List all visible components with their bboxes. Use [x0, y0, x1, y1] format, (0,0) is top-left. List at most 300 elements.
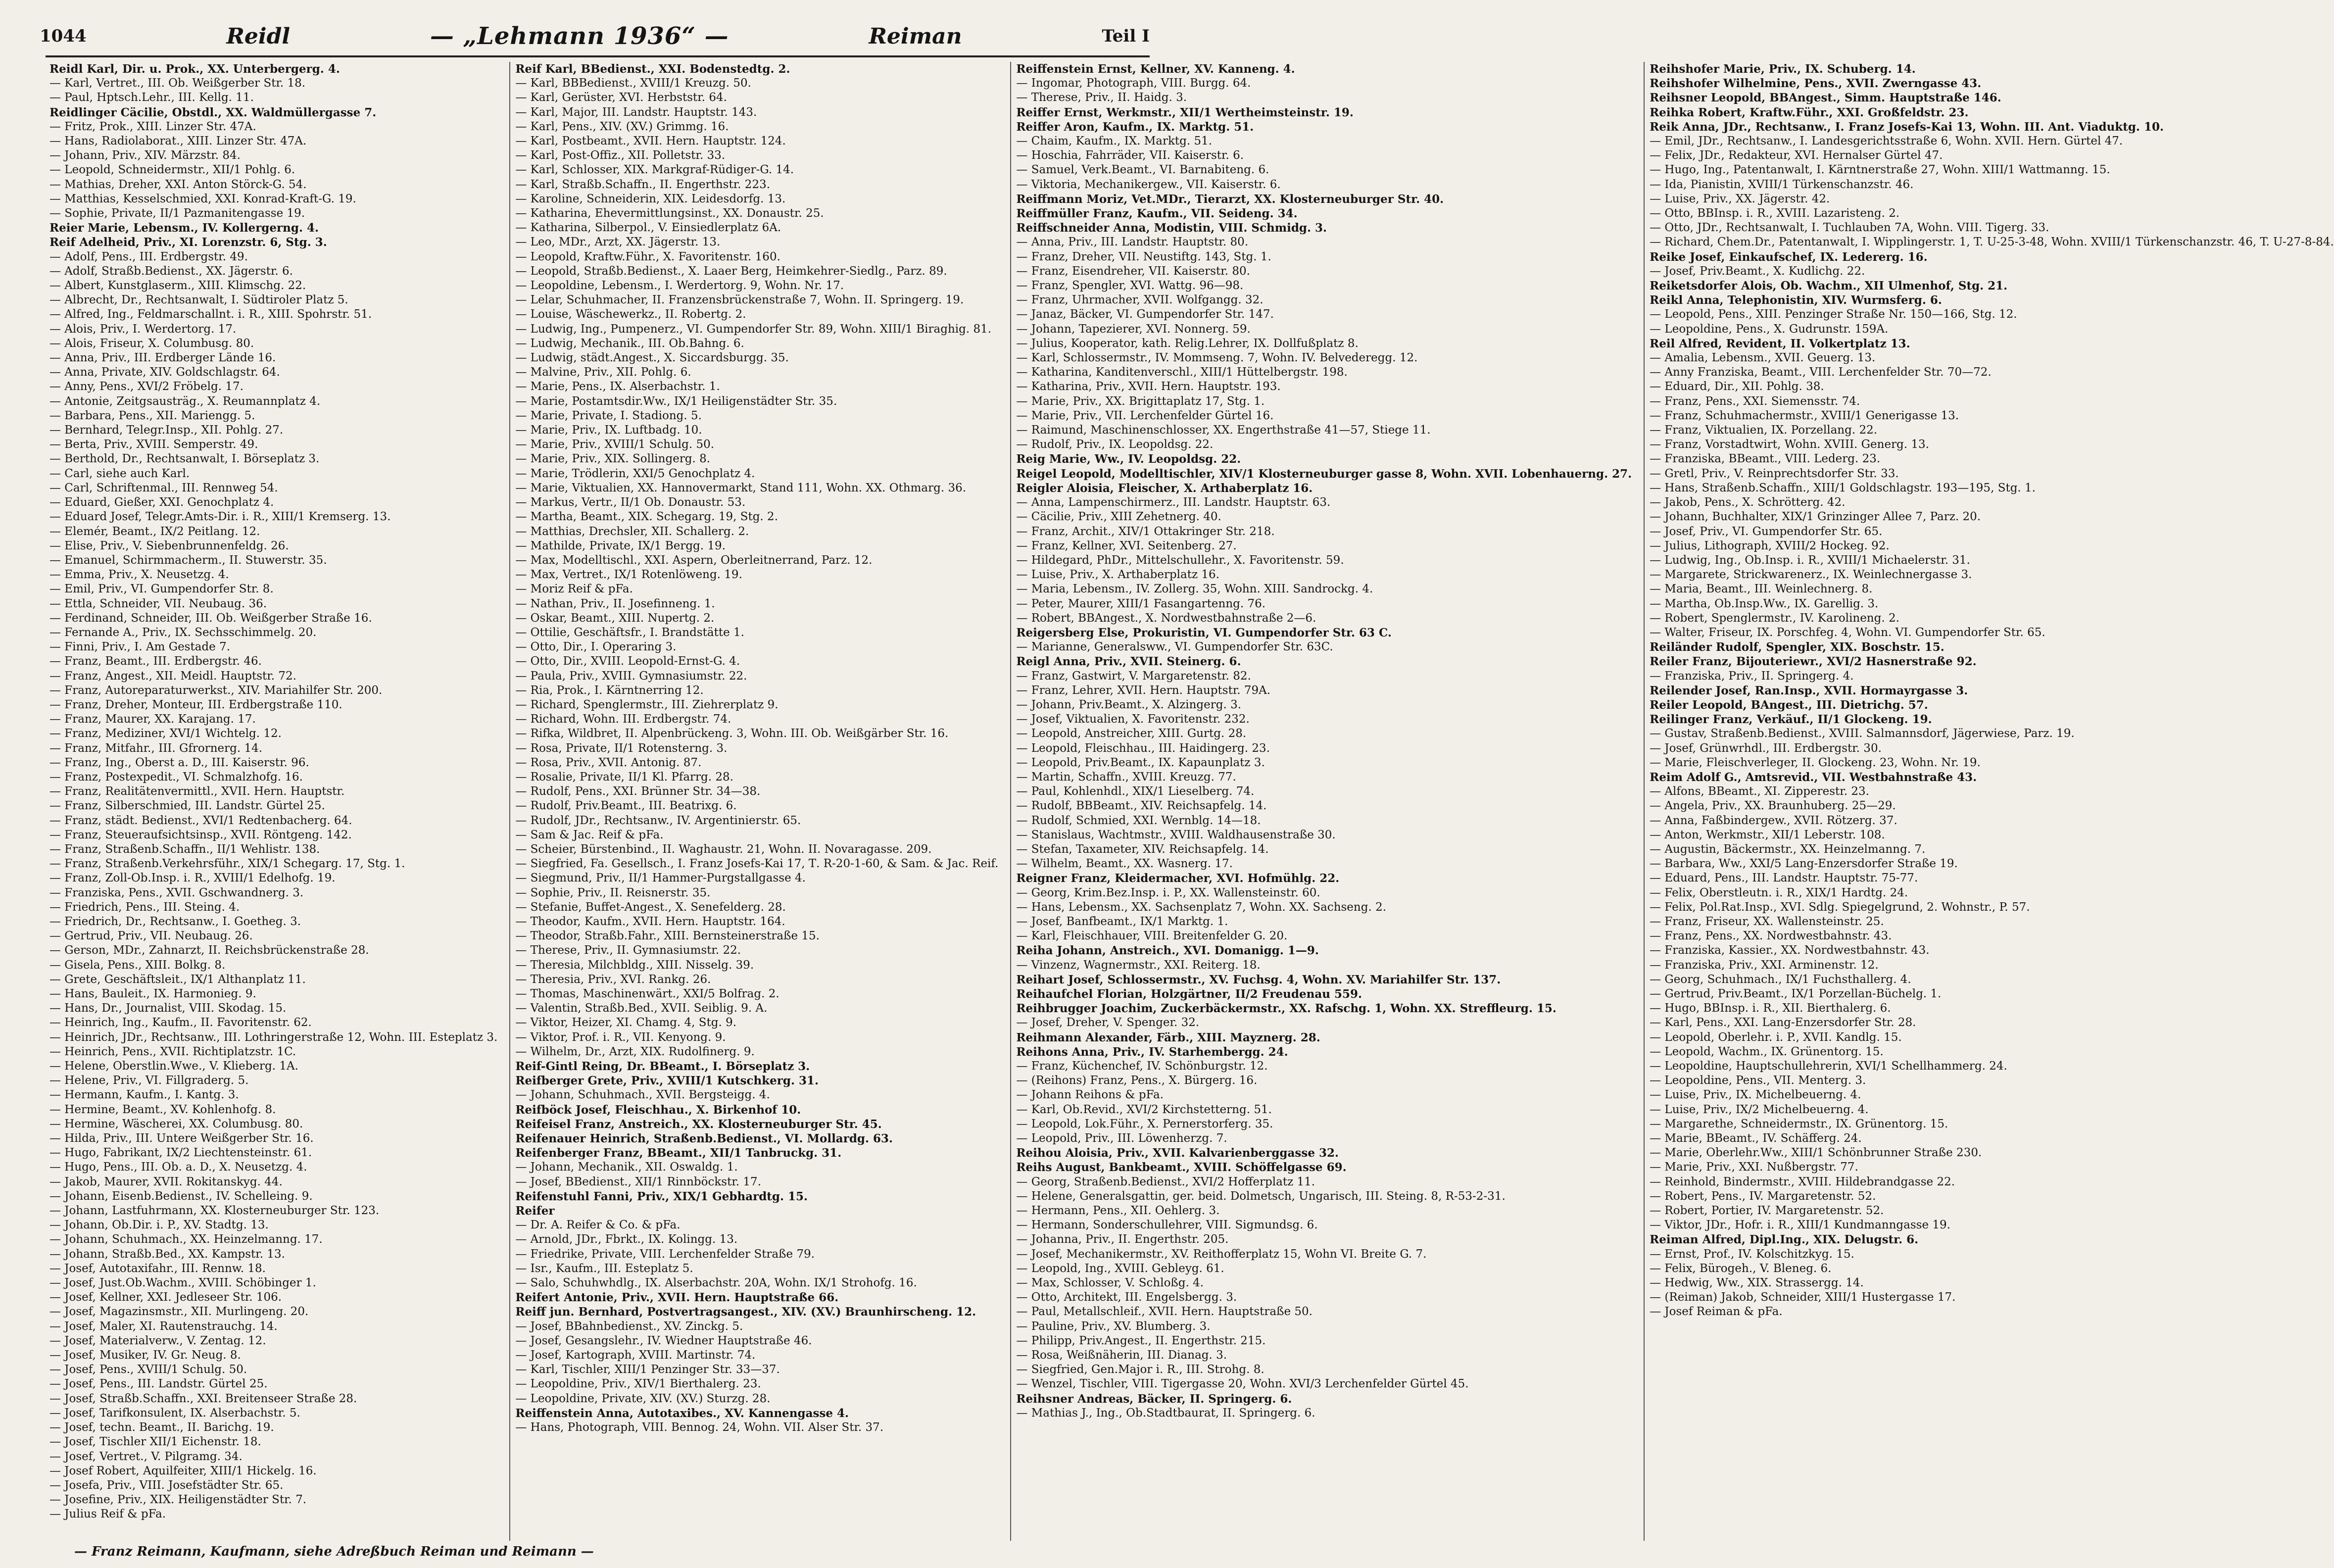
directory-entry: — Siegmund, Priv., II/1 Hammer-Purgstallgasse 4. — [515, 872, 806, 885]
directory-entry: — Chaim, Kaufm., IX. Marktg. 51. — [1016, 135, 1213, 148]
directory-entry: Reiman Alfred, Dipl.Ing., XIX. Delugstr. 6. — [1650, 1233, 1919, 1247]
directory-entry: — Hermine, Beamt., XV. Kohlenhofg. 8. — [49, 1103, 276, 1116]
directory-entry: — Adolf, Straßb.Bedienst., XX. Jägerstr. 6. — [49, 264, 293, 278]
directory-entry: — Marie, Priv., VII. Lerchenfelder Gürtel 16. — [1016, 409, 1274, 422]
directory-entry: — Dr. A. Reifer & Co. & pFa. — [515, 1219, 681, 1232]
directory-entry: — Margarete, Strickwarenerz., IX. Weinlechnergasse 3. — [1650, 568, 1972, 582]
directory-entry: — Otto, Dir., I. Operaring 3. — [515, 640, 677, 654]
directory-entry: — Franz, Uhrmacher, XVII. Wolfgangg. 32. — [1016, 294, 1264, 307]
directory-entry: — Friedrike, Private, VIII. Lerchenfelder Straße 79. — [515, 1247, 815, 1261]
directory-entry: — Luise, Priv., IX/2 Michelbeuerng. 4. — [1650, 1103, 1869, 1116]
directory-entry: — Anny, Pens., XVI/2 Fröbelg. 17. — [49, 380, 243, 393]
directory-entry: Reiffschneider Anna, Modistin, VIII. Schmidg. 3. — [1016, 221, 1327, 235]
directory-entry: Reif Adelheid, Priv., XI. Lorenzstr. 6, Stg. 3. — [49, 236, 327, 249]
directory-entry: Reifer — [515, 1204, 555, 1218]
directory-entry: — Josef, BBahnbedienst., XV. Zinckg. 5. — [515, 1320, 743, 1333]
directory-entry: — Ingomar, Photograph, VIII. Burgg. 64. — [1016, 77, 1251, 90]
directory-entry: — Luise, Priv., IX. Michelbeuerng. 4. — [1650, 1088, 1861, 1102]
directory-entry: — Sam & Jac. Reif & pFa. — [515, 828, 664, 841]
directory-entry: Reihsner Leopold, BBAngest., Simm. Hauptstraße 146. — [1650, 91, 2001, 105]
directory-entry: — Albert, Kunstglaserm., XIII. Klimschg. 22. — [49, 279, 306, 293]
directory-entry: — Scheier, Bürstenbind., II. Waghaustr. 21, Wohn. II. Novaragasse. 209. — [515, 842, 932, 856]
directory-entry: — Heinrich, JDr., Rechtsanw., III. Lothringerstraße 12, Wohn. III. Esteplatz 3. — [49, 1030, 498, 1044]
directory-entry: — Leopoldine, Priv., XIV/1 Bierthalerg. 23. — [515, 1377, 761, 1391]
directory-entry: — Franz, Pens., XXI. Siemensstr. 74. — [1650, 394, 1860, 408]
directory-entry: — Leopoldine, Lebensm., I. Werdertorg. 9, Wohn. Nr. 17. — [515, 279, 844, 293]
directory-entry: Reihs August, Bankbeamt., XVIII. Schöffelgasse 69. — [1016, 1161, 1347, 1175]
directory-entry: — Georg, Straßenb.Bedienst., XVI/2 Hofferplatz 11. — [1016, 1175, 1315, 1188]
directory-entry: — Franz, Postexpedit., VI. Schmalzhofg. 16. — [49, 770, 303, 784]
directory-entry: — Amalia, Lebensm., XVII. Geuerg. 13. — [1650, 351, 1876, 365]
directory-entry: — Gisela, Pens., XIII. Bolkg. 8. — [49, 958, 226, 972]
directory-entry: — Josef, Mechanikermstr., XV. Reithofferplatz 15, Wohn VI. Breite G. 7. — [1016, 1247, 1427, 1261]
header-rule — [46, 55, 1150, 57]
directory-entry: — Josef, Autotaxifahr., III. Rennw. 18. — [49, 1262, 266, 1275]
directory-entry: — Ludwig, Mechanik., III. Ob.Bahng. 6. — [515, 337, 744, 350]
directory-entry: — Leopoldine, Pens., X. Gudrunstr. 159A. — [1650, 322, 1889, 336]
directory-entry: — Franz, Gastwirt, V. Margaretenstr. 82. — [1016, 669, 1251, 683]
directory-entry: — Wilhelm, Dr., Arzt, XIX. Rudolfinerg. 9. — [515, 1045, 755, 1058]
directory-entry: — Rudolf, Priv.Beamt., III. Beatrixg. 6. — [515, 799, 737, 813]
directory-entry: — Valentin, Straßb.Bed., XVII. Seiblig. 9. A. — [515, 1002, 768, 1015]
directory-entry: — Alfred, Ing., Feldmarschallnt. i. R., XIII. Spohrstr. 51. — [49, 308, 372, 321]
directory-entry: — Rudolf, Schmied, XXI. Wernblg. 14—18. — [1016, 814, 1261, 827]
directory-entry: — Franz, Vorstadtwirt, Wohn. XVIII. Generg. 13. — [1650, 438, 1929, 451]
directory-entry: — Hans, Lebensm., XX. Sachsenplatz 7, Wohn. XX. Sachseng. 2. — [1016, 900, 1387, 914]
directory-entry: — Robert, Portier, IV. Margaretenstr. 52. — [1650, 1204, 1884, 1218]
directory-entry: — Raimund, Maschinenschlosser, XX. Engerthstraße 41—57, Stiege 11. — [1016, 424, 1431, 437]
directory-entry: — Alois, Priv., I. Werdertorg. 17. — [49, 322, 237, 336]
directory-entry: — Viktor, JDr., Hofr. i. R., XIII/1 Kundmanngasse 19. — [1650, 1219, 1950, 1232]
directory-entry: — Rudolf, Priv., IX. Leopoldsg. 22. — [1016, 438, 1214, 451]
directory-entry: Reidlinger Cäcilie, Obstdl., XX. Waldmüllergasse 7. — [49, 105, 377, 119]
directory-entry: — Josef, Tischler XII/1 Eichenstr. 18. — [49, 1435, 261, 1449]
directory-entry: — Heinrich, Pens., XVII. Richtiplatzstr. 1C. — [49, 1045, 296, 1058]
directory-entry: — Franz, Archit., XIV/1 Ottakringer Str. 218. — [1016, 525, 1275, 538]
directory-entry: — Josef, Priv., VI. Gumpendorfer Str. 65. — [1650, 525, 1883, 538]
directory-entry: — Viktor, Heizer, XI. Chamg. 4, Stg. 9. — [515, 1016, 737, 1029]
directory-entry: — Carl, siehe auch Karl. — [49, 467, 190, 480]
directory-entry: — Philipp, Priv.Angest., II. Engerthstr. 215. — [1016, 1334, 1266, 1347]
directory-entry: — Franz, städt. Bedienst., XVI/1 Redtenbacherg. 64. — [49, 814, 352, 827]
directory-entry: Reif Karl, BBedienst., XXI. Bodenstedtg. 2. — [515, 62, 790, 76]
directory-entry: — Nathan, Priv., II. Josefinneng. 1. — [515, 597, 715, 610]
directory-entry: — Karl, Pens., XXI. Lang-Enzersdorfer Str. 28. — [1650, 1016, 1916, 1029]
directory-entry: — Johann, Buchhalter, XIX/1 Grinzinger Allee 7, Parz. 20. — [1650, 510, 1981, 524]
directory-entry: — Rudolf, BBBeamt., XIV. Reichsapfelg. 14. — [1016, 799, 1267, 813]
directory-entry: — Markus, Vertr., II/1 Ob. Donaustr. 53. — [515, 496, 746, 509]
directory-entry: — Lelar, Schuhmacher, II. Franzensbrückenstraße 7, Wohn. II. Springerg. 19. — [515, 294, 964, 307]
directory-entry: — Angela, Priv., XX. Braunhuberg. 25—29. — [1650, 799, 1896, 813]
page-footer: — Franz Reimann, Kaufmann, siehe Adreßbuch Reiman und Reimann — — [74, 1544, 594, 1559]
directory-entry: — Johann, Straßb.Bed., XX. Kampstr. 13. — [49, 1247, 285, 1261]
directory-entry: — Hermann, Pens., XII. Oehlerg. 3. — [1016, 1204, 1220, 1218]
directory-entry: — Josef, Kartograph, XVIII. Martinstr. 74. — [515, 1349, 756, 1362]
directory-entry: — Marie, Pens., IX. Alserbachstr. 1. — [515, 380, 720, 393]
column-2 — [509, 62, 998, 1541]
directory-entry: — Stanislaus, Wachtmstr., XVIII. Waldhausenstraße 30. — [1016, 828, 1336, 841]
directory-entry: — Malvine, Priv., XII. Pohlg. 6. — [515, 366, 691, 379]
directory-entry: — Viktor, Prof. i. R., VII. Kenyong. 9. — [515, 1030, 726, 1044]
directory-entry: Reihshofer Marie, Priv., IX. Schuberg. 14. — [1650, 62, 1916, 76]
directory-entry: Reifberger Grete, Priv., XVIII/1 Kutschkerg. 31. — [515, 1074, 819, 1088]
directory-entry: — Max, Schlosser, V. Schloßg. 4. — [1016, 1276, 1204, 1290]
directory-entry: Reifenauer Heinrich, Straßenb.Bedienst., VI. Mollardg. 63. — [515, 1132, 893, 1146]
directory-entry: — Alfons, BBeamt., XI. Zipperestr. 23. — [1650, 785, 1869, 798]
directory-entry: — Johann, Lastfuhrmann, XX. Klosterneuburger Str. 123. — [49, 1204, 380, 1218]
directory-entry: — Anna, Faßbindergew., XVII. Rötzerg. 37. — [1650, 814, 1897, 827]
directory-entry: Reier Marie, Lebensm., IV. Kollergerng. 4. — [49, 221, 319, 235]
directory-entry: — Leopold, Wachm., IX. Grünentorg. 15. — [1650, 1045, 1884, 1058]
directory-entry: — Antonie, Zeitgsausträg., X. Reumannplatz 4. — [49, 394, 321, 408]
directory-entry: — Peter, Maurer, XIII/1 Fasangartenng. 76. — [1016, 597, 1266, 610]
directory-entry: — Ettla, Schneider, VII. Neubaug. 36. — [49, 597, 267, 610]
directory-entry: — Stefan, Taxameter, XIV. Reichsapfelg. 14. — [1016, 842, 1269, 856]
directory-entry: — Marie, Priv., XX. Brigittaplatz 17, Stg. 1. — [1016, 394, 1265, 408]
directory-entry: — Karl, Major, III. Landstr. Hauptstr. 143. — [515, 105, 757, 119]
directory-entry: — Josef, Magazinsmstr., XII. Murlingeng. 20. — [49, 1305, 309, 1319]
directory-entry: — Katharina, Kanditenverschl., XIII/1 Hüttelbergstr. 198. — [1016, 366, 1348, 379]
directory-entry: Reihmann Alexander, Färb., XIII. Mayznerg. 28. — [1016, 1030, 1320, 1044]
column-4 — [1644, 62, 2334, 1541]
column-1 — [49, 62, 497, 1541]
directory-entry: — Hugo, Fabrikant, IX/2 Liechtensteinstr. 61. — [49, 1146, 312, 1160]
directory-entry: Reihons Anna, Priv., IV. Starhembergg. 24. — [1016, 1045, 1288, 1059]
directory-entry: — Felix, Bürogeh., V. Bleneg. 6. — [1650, 1262, 1832, 1275]
directory-entry: — Franz, Silberschmied, III. Landstr. Gürtel 25. — [49, 799, 325, 813]
directory-entry: — Theresia, Milchbldg., XIII. Nisselg. 39. — [515, 958, 754, 972]
directory-entry: — Leo, MDr., Arzt, XX. Jägerstr. 13. — [515, 236, 721, 249]
directory-entry: — Grete, Geschäftsleit., IX/1 Althanplatz 11. — [49, 973, 306, 986]
directory-entry: — Fritz, Prok., XIII. Linzer Str. 47A. — [49, 120, 256, 133]
directory-entry: — (Reihons) Franz, Pens., X. Bürgerg. 16. — [1016, 1074, 1258, 1087]
directory-entry: — Ria, Prok., I. Kärntnerring 12. — [515, 684, 704, 697]
directory-entry: — Marie, Oberlehr.Ww., XIII/1 Schönbrunner Straße 230. — [1650, 1146, 1982, 1160]
directory-entry: — Franz, Dreher, VII. Neustiftg. 143, Stg. 1. — [1016, 250, 1271, 263]
directory-entry: — Marie, Priv., IX. Luftbadg. 10. — [515, 424, 702, 437]
directory-entry: — Josef, Banfbeamt., IX/1 Marktg. 1. — [1016, 915, 1228, 928]
directory-entry: — Katharina, Priv., XVII. Hern. Hauptstr. 193. — [1016, 380, 1281, 393]
directory-entry: — Josefa, Priv., VIII. Josefstädter Str. 65. — [49, 1478, 284, 1492]
directory-entry: — Katharina, Silberpol., V. Einsiedlerplatz 6A. — [515, 221, 781, 235]
directory-entry: — Johann, Schuhmach., XVII. Bergsteigg. 4. — [515, 1088, 770, 1102]
directory-entry: — Georg, Schuhmach., IX/1 Fuchsthallerg. 4. — [1650, 973, 1911, 986]
directory-entry: — Hans, Bauleit., IX. Harmonieg. 9. — [49, 987, 256, 1000]
directory-entry: — Julius, Kooperator, kath. Relig.Lehrer, IX. Dollfußplatz 8. — [1016, 337, 1359, 350]
directory-entry: — Marie, Fleischverleger, II. Glockeng. 23, Wohn. Nr. 19. — [1650, 756, 1981, 769]
directory-entry: — Felix, Oberstleutn. i. R., XIX/1 Hardtg. 24. — [1650, 886, 1908, 899]
directory-entry: — Pauline, Priv., XV. Blumberg. 3. — [1016, 1320, 1211, 1333]
directory-entry: — Franziska, BBeamt., VIII. Lederg. 23. — [1650, 452, 1881, 466]
directory-entry: — Barbara, Pens., XII. Mariengg. 5. — [49, 409, 255, 422]
directory-entry: — Karl, Pens., XIV. (XV.) Grimmg. 16. — [515, 120, 729, 133]
directory-entry: — Sophie, Private, II/1 Pazmanitengasse 19. — [49, 207, 305, 220]
directory-entry: — Rosa, Private, II/1 Rotensterng. 3. — [515, 741, 728, 755]
directory-entry: Reifenberger Franz, BBeamt., XII/1 Tanbruckg. 31. — [515, 1146, 842, 1160]
directory-entry: — Albrecht, Dr., Rechtsanwalt, I. Südtiroler Platz 5. — [49, 294, 348, 307]
directory-entry: — Josef, Vertret., V. Pilgramg. 34. — [49, 1450, 243, 1463]
directory-entry: — Therese, Priv., II. Gymnasiumstr. 22. — [515, 944, 741, 957]
directory-entry: — Bernhard, Telegr.Insp., XII. Pohlg. 27. — [49, 424, 284, 437]
directory-entry: Reihbrugger Joachim, Zuckerbäckermstr., XX. Rafschg. 1, Wohn. XX. Streffleurg. 15. — [1016, 1002, 1556, 1016]
directory-entry: — Paula, Priv., XVIII. Gymnasiumstr. 22. — [515, 669, 747, 683]
directory-entry: — Franz, Friseur, XX. Wallensteinstr. 25. — [1650, 915, 1884, 928]
directory-entry: — Vinzenz, Wagnermstr., XXI. Reiterg. 18. — [1016, 958, 1261, 972]
directory-entry: Reidl Karl, Dir. u. Prok., XX. Unterbergerg. 4. — [49, 62, 340, 76]
directory-entry: — Paul, Kohlenhdl., XIX/1 Lieselberg. 74. — [1016, 785, 1255, 798]
directory-entry: — Isr., Kaufm., III. Esteplatz 5. — [515, 1262, 693, 1275]
column-3 — [1010, 62, 1632, 1541]
directory-entry: — Franz, Straßenb.Verkehrsführ., XIX/1 Schegarg. 17, Stg. 1. — [49, 857, 405, 871]
directory-entry: — Katharina, Ehevermittlungsinst., XX. Donaustr. 25. — [515, 207, 824, 220]
directory-entry: — Franziska, Priv., II. Springerg. 4. — [1650, 669, 1854, 683]
directory-entry: — Karl, Fleischhauer, VIII. Breitenfelder G. 20. — [1016, 930, 1288, 943]
directory-entry: Reigl Anna, Priv., XVII. Steinerg. 6. — [1016, 655, 1241, 669]
directory-entry: — Leopold, Schneidermstr., XII/1 Pohlg. 6. — [49, 163, 295, 177]
directory-entry: Reilender Josef, Ran.Insp., XVII. Hormayrgasse 3. — [1650, 684, 1968, 697]
part-label: Teil I — [1102, 26, 1150, 46]
directory-entry: — Maria, Beamt., III. Weinlechnerg. 8. — [1650, 583, 1873, 596]
directory-entry: — Mathias J., Ing., Ob.Stadtbaurat, II. Springerg. 6. — [1016, 1406, 1315, 1420]
directory-entry: Reiländer Rudolf, Spengler, XIX. Boschstr. 15. — [1650, 640, 1945, 654]
directory-entry: — Barbara, Ww., XXI/5 Lang-Enzersdorfer Straße 19. — [1650, 857, 1958, 871]
directory-entry: — Augustin, Bäckermstr., XX. Heinzelmanng. 7. — [1650, 842, 1926, 856]
directory-entry: — Marie, Private, I. Stadiong. 5. — [515, 409, 702, 422]
directory-entry: — Theodor, Kaufm., XVII. Hern. Hauptstr. 164. — [515, 915, 785, 928]
directory-entry: — Eduard Josef, Telegr.Amts-Dir. i. R., XIII/1 Kremserg. 13. — [49, 510, 391, 524]
directory-entry: — Hans, Radiolaborat., XIII. Linzer Str. 47A. — [49, 135, 307, 148]
directory-entry: — Friedrich, Pens., III. Steing. 4. — [49, 900, 240, 914]
directory-entry: — Johann, Ob.Dir. i. P., XV. Stadtg. 13. — [49, 1219, 269, 1232]
directory-entry: — Martha, Ob.Insp.Ww., IX. Garellig. 3. — [1650, 597, 1879, 610]
directory-entry: — Josef, Gesangslehr., IV. Wiedner Hauptstraße 46. — [515, 1334, 812, 1347]
directory-entry: — Hugo, Ing., Patentanwalt, I. Kärntnerstraße 27, Wohn. XIII/1 Wattmanng. 15. — [1650, 163, 2110, 177]
directory-entry: — Hildegard, PhDr., Mittelschullehr., X. Favoritenstr. 59. — [1016, 553, 1344, 567]
directory-entry: — Gertrud, Priv., VII. Neubaug. 26. — [49, 930, 253, 943]
directory-entry: — Franz, Steueraufsichtsinsp., XVII. Röntgeng. 142. — [49, 828, 352, 841]
directory-entry: — Julius Reif & pFa. — [49, 1508, 166, 1521]
directory-entry: — Franz, Küchenchef, IV. Schönburgstr. 12. — [1016, 1060, 1268, 1073]
directory-entry: Reihsner Andreas, Bäcker, II. Springerg. 6. — [1016, 1392, 1292, 1406]
directory-entry: — Josef Robert, Aquilfeiter, XIII/1 Hickelg. 16. — [49, 1464, 317, 1477]
directory-entry: — Franz, Straßenb.Schaffn., II/1 Wehlistr. 138. — [49, 842, 320, 856]
directory-entry: — Marie, Priv., XVIII/1 Schulg. 50. — [515, 438, 715, 451]
directory-entry: — Josef, Just.Ob.Wachm., XVIII. Schöbinger 1. — [49, 1276, 316, 1290]
directory-entry: — Max, Modelltischl., XXI. Aspern, Oberleitnerrand, Parz. 12. — [515, 553, 873, 567]
directory-entry: — Helene, Oberstlin.Wwe., V. Klieberg. 1A. — [49, 1060, 298, 1073]
directory-entry: — Thomas, Maschinenwärt., XXI/5 Bolfrag. 2. — [515, 987, 779, 1000]
directory-entry: — Karl, Ob.Revid., XVI/2 Kirchstetterng. 51. — [1016, 1103, 1272, 1116]
directory-entry: — Walter, Friseur, IX. Porschfeg. 4, Wohn. VI. Gumpendorfer Str. 65. — [1650, 626, 2045, 639]
directory-entry: — Franziska, Priv., XXI. Arminenstr. 12. — [1650, 958, 1879, 972]
directory-entry: Reikl Anna, Telephonistin, XIV. Wurmsferg. 6. — [1650, 294, 1942, 307]
directory-entry: — Ottilie, Geschäftsfr., I. Brandstätte 1. — [515, 626, 744, 639]
directory-entry: — Leopold, Straßb.Bedienst., X. Laaer Berg, Heimkehrer-Siedlg., Parz. 89. — [515, 264, 947, 278]
directory-entry: — Franz, Schuhmachermstr., XVIII/1 Generigasse 13. — [1650, 409, 1959, 422]
directory-entry: — Gerson, MDr., Zahnarzt, II. Reichsbrückenstraße 28. — [49, 944, 369, 957]
directory-entry: — Paul, Metallschleif., XVII. Hern. Hauptstraße 50. — [1016, 1305, 1313, 1319]
directory-entry: — Ferdinand, Schneider, III. Ob. Weißgerber Straße 16. — [49, 611, 372, 625]
directory-entry: — Josef Reiman & pFa. — [1650, 1305, 1783, 1319]
directory-entry: Reiler Leopold, BAngest., III. Dietrichg. 57. — [1650, 698, 1928, 712]
directory-entry: Reilinger Franz, Verkäuf., II/1 Glockeng. 19. — [1650, 713, 1932, 727]
directory-entry: — Johann, Priv.Beamt., X. Alzingerg. 3. — [1016, 698, 1242, 711]
directory-entry: — Jakob, Pens., X. Schrötterg. 42. — [1650, 496, 1846, 509]
directory-entry: — Otto, BBInsp. i. R., XVIII. Lazaristeng. 2. — [1650, 207, 1900, 220]
directory-entry: Reiffenstein Anna, Autotaxibes., XV. Kannengasse 4. — [515, 1406, 849, 1420]
directory-entry: — Franz, Pens., XX. Nordwestbahnstr. 43. — [1650, 930, 1892, 943]
directory-entry: Reifböck Josef, Fleischhau., X. Birkenhof 10. — [515, 1103, 801, 1117]
directory-entry: — Martin, Schaffn., XVIII. Kreuzg. 77. — [1016, 770, 1236, 784]
directory-entry: — Stefanie, Buffet-Angest., X. Senefelderg. 28. — [515, 900, 786, 914]
directory-entry: — Eduard, Gießer, XXI. Genochplatz 4. — [49, 496, 274, 509]
directory-entry: — Josefine, Priv., XIX. Heiligenstädter Str. 7. — [49, 1493, 307, 1507]
directory-entry: — Oskar, Beamt., XIII. Nupertg. 2. — [515, 611, 715, 625]
directory-entry: — Johann Reihons & pFa. — [1016, 1088, 1164, 1102]
directory-entry: — Louise, Wäschewerkz., II. Robertg. 2. — [515, 308, 746, 321]
directory-entry: — Josef, Tarifkonsulent, IX. Alserbachstr. 5. — [49, 1406, 300, 1420]
directory-entry: — Josef, Musiker, IV. Gr. Neug. 8. — [49, 1349, 241, 1362]
directory-entry: — Franziska, Pens., XVII. Gschwandnerg. 3. — [49, 886, 304, 899]
directory-entry: — Leopold, Priv.Beamt., IX. Kapaunplatz 3. — [1016, 756, 1265, 769]
directory-entry: — Matthias, Drechsler, XII. Schallerg. 2. — [515, 525, 749, 538]
page-header — [40, 19, 1150, 53]
right-guide-word: Reiman — [869, 23, 962, 49]
directory-entry: — Carl, Schriftenmal., III. Rennweg 54. — [49, 481, 278, 494]
directory-entry: Reiffer Ernst, Werkmstr., XII/1 Wertheimsteinstr. 19. — [1016, 105, 1354, 119]
directory-entry: — Franziska, Kassier., XX. Nordwestbahnstr. 43. — [1650, 944, 1930, 957]
directory-entry: Reiha Johann, Anstreich., XVI. Domanigg. 1—9. — [1016, 944, 1319, 958]
directory-entry: — Emanuel, Schirmmacherm., II. Stuwerstr. 35. — [49, 553, 327, 567]
left-guide-word: Reidl — [226, 23, 291, 49]
directory-entry: — Franz, Eisendreher, VII. Kaiserstr. 80. — [1016, 264, 1250, 278]
directory-entry: — Josef, Maler, XI. Rautenstrauchg. 14. — [49, 1320, 278, 1333]
directory-entry: — Felix, JDr., Redakteur, XVI. Hernalser Gürtel 47. — [1650, 149, 1943, 162]
directory-entry: — Karl, Vertret., III. Ob. Weißgerber Str. 18. — [49, 77, 306, 90]
page-number: 1044 — [40, 26, 87, 46]
directory-entry: — Josef, Straßb.Schaffn., XXI. Breitenseer Straße 28. — [49, 1392, 357, 1405]
directory-entry: Reif-Gintl Reing, Dr. BBeamt., I. Börseplatz 3. — [515, 1060, 810, 1074]
directory-entry: — Wilhelm, Beamt., XX. Wasnerg. 17. — [1016, 857, 1233, 871]
directory-entry: — Franz, Kellner, XVI. Seitenberg. 27. — [1016, 539, 1237, 552]
directory-entry: Reifert Antonie, Priv., XVII. Hern. Hauptstraße 66. — [515, 1291, 839, 1305]
directory-entry: — Theodor, Straßb.Fahr., XIII. Bernsteinerstraße 15. — [515, 930, 820, 943]
directory-entry: — Leopold, Pens., XIII. Penzinger Straße Nr. 150—166, Stg. 12. — [1650, 308, 2017, 321]
directory-entry: — Marie, Priv., XXI. Nußbergstr. 77. — [1650, 1161, 1858, 1174]
directory-entry: — Leopoldine, Hauptschullehrerin, XVI/1 Schellhammerg. 24. — [1650, 1060, 2007, 1073]
directory-entry: — Karl, Straßb.Schaffn., II. Engerthstr. 223. — [515, 178, 771, 191]
directory-entry: — Fernande A., Priv., IX. Sechsschimmelg. 20. — [49, 626, 317, 639]
directory-entry: — Franz, Viktualien, IX. Porzellang. 22. — [1650, 424, 1878, 437]
directory-entry: — Siegfried, Fa. Gesellsch., I. Franz Josefs-Kai 17, Т. R-20-1-60, & Sam. & Jac. Reif. — [515, 857, 999, 871]
directory-entry: Reiffmann Moriz, Vet.MDr., Tierarzt, XX. Klosterneuburger Str. 40. — [1016, 192, 1444, 206]
directory-entry: Reig Marie, Ww., IV. Leopoldsg. 22. — [1016, 452, 1241, 466]
directory-entry: — Rifka, Wildbret, II. Alpenbrückeng. 3, Wohn. III. Ob. Weißgärber Str. 16. — [515, 727, 949, 740]
directory-entry: Reim Adolf G., Amtsrevid., VII. Westbahnstraße 43. — [1650, 770, 1977, 784]
directory-entry: — Josef, Materialverw., V. Zentag. 12. — [49, 1334, 266, 1347]
directory-entry: Reigel Leopold, Modelltischler, XIV/1 Klosterneuburger gasse 8, Wohn. XVII. Lobenhauerng. 27. — [1016, 467, 1632, 481]
directory-entry: — Otto, Dir., XVIII. Leopold-Ernst-G. 4. — [515, 655, 740, 668]
directory-entry: — Leopold, Lok.Führ., X. Pernerstorferg. 35. — [1016, 1117, 1273, 1130]
directory-entry: — Franz, Mitfahr., III. Gfrornerg. 14. — [49, 741, 263, 755]
directory-entry: — Maria, Lebensm., IV. Zollerg. 35, Wohn. XIII. Sandrockg. 4. — [1016, 583, 1373, 596]
directory-entry: Reiketsdorfer Alois, Ob. Wachm., XII Ulmenhof, Stg. 21. — [1650, 279, 2008, 293]
directory-entry: — Karl, Schlosser, XIX. Markgraf-Rüdiger-G. 14. — [515, 163, 794, 177]
directory-entry: — Matthias, Kesselschmied, XXI. Konrad-Kraft-G. 19. — [49, 192, 356, 205]
directory-entry: — Eduard, Pens., III. Landstr. Hauptstr. 75-77. — [1650, 872, 1918, 885]
directory-entry: — Reinhold, Bindermstr., XVIII. Hildebrandgasse 22. — [1650, 1175, 1955, 1188]
directory-entry: — Franz, Lehrer, XVII. Hern. Hauptstr. 79A. — [1016, 684, 1271, 697]
directory-entry: Reihshofer Wilhelmine, Pens., XVII. Zwerngasse 43. — [1650, 77, 1982, 91]
directory-entry: — Franz, Zoll-Ob.Insp. i. R., XVIII/1 Edelhofg. 19. — [49, 872, 336, 885]
directory-entry: — Ida, Pianistin, XVIII/1 Türkenschanzstr. 46. — [1650, 178, 1914, 191]
directory-entry: — Moriz Reif & pFa. — [515, 583, 633, 596]
directory-entry: — (Reiman) Jakob, Schneider, XIII/1 Hustergasse 17. — [1650, 1291, 1956, 1304]
directory-entry: — Marie, Postamtsdir.Ww., IX/1 Heiligenstädter Str. 35. — [515, 394, 837, 408]
directory-entry: — Josef, Dreher, V. Spenger. 32. — [1016, 1016, 1200, 1029]
directory-entry: — Karl, Postbeamt., XVII. Hern. Hauptstr. 124. — [515, 135, 786, 148]
directory-entry: — Johann, Tapezierer, XVI. Nonnerg. 59. — [1016, 322, 1251, 336]
directory-entry: — Alois, Friseur, X. Columbusg. 80. — [49, 337, 254, 350]
directory-entry: — Adolf, Pens., III. Erdbergstr. 49. — [49, 250, 248, 263]
directory-entry: — Johann, Schuhmach., XX. Heinzelmanng. 17. — [49, 1233, 323, 1246]
directory-entry: — Otto, Architekt, III. Engelsbergg. 3. — [1016, 1291, 1237, 1304]
directory-columns — [49, 62, 2334, 1541]
directory-entry: Reigersberg Else, Prokuristin, VI. Gumpendorfer Str. 63 C. — [1016, 626, 1392, 639]
directory-entry: — Hermine, Wäscherei, XX. Columbusg. 80. — [49, 1117, 303, 1130]
directory-entry: — Gustav, Straßenb.Bedienst., XVIII. Salmannsdorf, Jägerwiese, Parz. 19. — [1650, 727, 2075, 740]
directory-entry: — Ernst, Prof., IV. Kolschitzkyg. 15. — [1650, 1247, 1854, 1261]
directory-entry: — Margarethe, Schneidermstr., IX. Grünentorg. 15. — [1650, 1117, 1948, 1130]
directory-entry: — Anna, Lampenschirmerz., III. Landstr. Hauptstr. 63. — [1016, 496, 1331, 509]
directory-entry: — Julius, Lithograph, XVIII/2 Hockeg. 92. — [1650, 539, 1890, 552]
directory-entry: — Helene, Priv., VI. Fillgraderg. 5. — [49, 1074, 249, 1087]
directory-entry: Reigler Aloisia, Fleischer, X. Arthaberplatz 16. — [1016, 481, 1313, 495]
directory-entry: — Rosalie, Private, II/1 Kl. Pfarrg. 28. — [515, 770, 733, 784]
directory-entry: — Hugo, BBInsp. i. R., XII. Bierthalerg. 6. — [1650, 1002, 1891, 1015]
directory-entry: — Josef, Pens., III. Landstr. Gürtel 25. — [49, 1377, 268, 1391]
directory-entry: Reifenstuhl Fanni, Priv., XIX/1 Gebhardtg. 15. — [515, 1189, 808, 1203]
directory-entry: — Theresia, Priv., XVI. Rankg. 26. — [515, 973, 711, 986]
directory-entry: — Hoschia, Fahrräder, VII. Kaiserstr. 6. — [1016, 149, 1244, 162]
directory-entry: — Rudolf, Pens., XXI. Brünner Str. 34—38. — [515, 785, 761, 798]
directory-entry: Reil Alfred, Revident, II. Volkertplatz 13. — [1650, 337, 1910, 350]
directory-entry: Reiffenstein Ernst, Kellner, XV. Kanneng. 4. — [1016, 62, 1295, 76]
directory-entry: — Franz, Maurer, XX. Karajang. 17. — [49, 713, 256, 726]
directory-entry: — Hermann, Kaufm., I. Kantg. 3. — [49, 1088, 239, 1102]
directory-entry: — Johann, Eisenb.Bedienst., IV. Schelleing. 9. — [49, 1189, 313, 1203]
directory-entry: — Karl, BBBedienst., XVIII/1 Kreuzg. 50. — [515, 77, 751, 90]
directory-entry: — Karl, Gerüster, XVI. Herbststr. 64. — [515, 91, 727, 104]
directory-entry: — Robert, Pens., IV. Margaretenstr. 52. — [1650, 1189, 1876, 1203]
directory-entry: — Hermann, Sonderschullehrer, VIII. Sigmundsg. 6. — [1016, 1219, 1318, 1232]
directory-entry: — Josef, Grünwrhdl., III. Erdbergstr. 30. — [1650, 741, 1882, 755]
directory-entry: — Anna, Priv., III. Landstr. Hauptstr. 80. — [1016, 236, 1249, 249]
directory-entry: — Leopoldine, Private, XIV. (XV.) Sturzg. 28. — [515, 1392, 771, 1405]
directory-entry: — Anna, Priv., III. Erdberger Lände 16. — [49, 351, 276, 365]
directory-entry: — Arnold, JDr., Fbrkt., IX. Kolingg. 13. — [515, 1233, 738, 1246]
directory-entry: — Elemér, Beamt., IX/2 Peitlang. 12. — [49, 525, 260, 538]
directory-entry: — Berta, Priv., XVIII. Semperstr. 49. — [49, 438, 258, 451]
directory-entry: — Luise, Priv., X. Arthaberplatz 16. — [1016, 568, 1219, 582]
directory-entry: — Cäcilie, Priv., XIII Zehetnerg. 40. — [1016, 510, 1221, 524]
directory-entry: Reihart Josef, Schlossermstr., XV. Fuchsg. 4, Wohn. XV. Mariahilfer Str. 137. — [1016, 973, 1501, 986]
directory-entry: — Rosa, Priv., XVII. Antonig. 87. — [515, 756, 702, 769]
directory-entry: — Karl, Schlossermstr., IV. Mommseng. 7, Wohn. IV. Belvederegg. 12. — [1016, 351, 1418, 365]
directory-entry: Reike Josef, Einkaufschef, IX. Ledererg. 16. — [1650, 250, 1928, 264]
directory-entry: — Josef, Pens., XVIII/1 Schulg. 50. — [49, 1363, 247, 1376]
directory-entry: — Therese, Priv., II. Haidg. 3. — [1016, 91, 1187, 104]
